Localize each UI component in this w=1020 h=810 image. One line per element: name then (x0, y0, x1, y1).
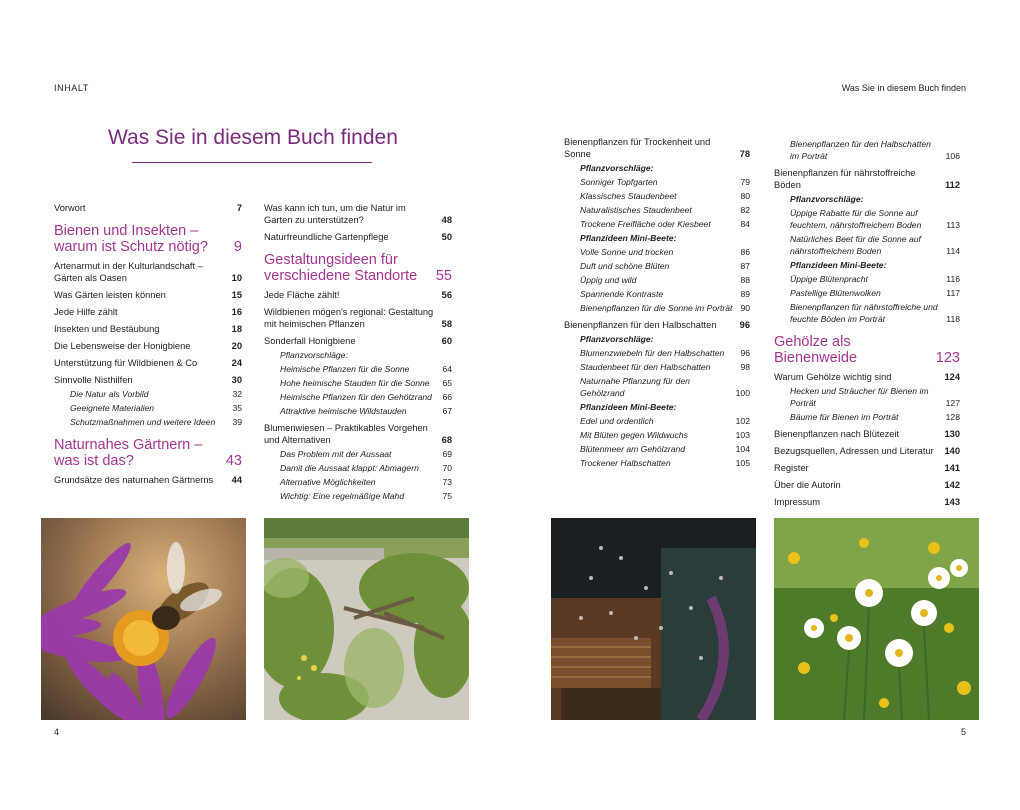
toc-chapter-heading (54, 223, 242, 255)
toc-entry (54, 474, 242, 486)
toc-entry (774, 496, 960, 508)
toc-subentry (264, 490, 452, 502)
toc-subentry (564, 218, 750, 230)
toc-page-number: 100 (735, 388, 750, 398)
toc-page-number: 48 (441, 215, 452, 225)
toc-entry-title: Schutzmaßnahmen und weitere Ideen (70, 417, 216, 427)
toc-page-number: 116 (946, 274, 960, 284)
toc-subheading (564, 401, 750, 413)
toc-page-number: 124 (944, 372, 960, 382)
toc-entry-title: Pflanzvorschläge: (580, 163, 654, 173)
toc-subentry (774, 233, 960, 257)
running-header-right: Was Sie in diesem Buch finden (841, 83, 966, 93)
toc-entry-title: Üppig und wild (580, 275, 637, 285)
toc-column-2 (264, 202, 452, 502)
toc-subentry (564, 246, 750, 258)
toc-page-number: 55 (435, 268, 452, 284)
toc-subentry (564, 204, 750, 216)
toc-entry-title: Bäume für Bienen im Porträt (790, 412, 899, 422)
page-title: Was Sie in diesem Buch finden (108, 126, 398, 149)
toc-page-number: 88 (740, 275, 750, 285)
toc-entry-title: Bienenpflanzen nach Blütezeit (774, 429, 900, 439)
toc-subentry (564, 288, 750, 300)
toc-entry-title: Natürliches Beet für die Sonne auf nährstoffreichem Boden (790, 234, 921, 256)
toc-entry-title: Naturnahe Pflanzung für den Gehölzrand (580, 376, 690, 398)
toc-page-number: 7 (236, 203, 242, 213)
toc-entry-title: Das Problem mit der Aussaat (280, 449, 392, 459)
toc-subentry (564, 429, 750, 441)
toc-page-number: 87 (740, 261, 750, 271)
toc-entry-title: Wichtig: Eine regelmäßige Mahd (280, 491, 405, 501)
toc-page-number: 86 (740, 247, 750, 257)
toc-entry-title: Mit Blüten gegen Wildwuchs (580, 430, 688, 440)
toc-entry-title: Sinnvolle Nisthilfen (54, 375, 133, 385)
toc-page-number: 68 (441, 435, 452, 445)
toc-page-number: 96 (739, 320, 750, 330)
toc-subentry (264, 391, 452, 403)
toc-subentry (564, 443, 750, 455)
toc-entry-title: Sonniger Topfgarten (580, 177, 658, 187)
toc-entry-title: Pflanzideen Mini-Beete: (580, 233, 677, 243)
toc-subheading (774, 259, 960, 271)
toc-entry-title: Bienenpflanzen für nährstoffreiche und feuchte Böden im Porträt (790, 302, 938, 324)
toc-entry-title: Die Natur als Vorbild (70, 389, 149, 399)
toc-subentry (564, 347, 750, 359)
toc-entry-title: Staudenbeet für den Halbschatten (580, 362, 711, 372)
folio-right: 5 (961, 727, 967, 737)
toc-entry-title: Pflanzideen Mini-Beete: (790, 260, 887, 270)
toc-page-number: 67 (442, 406, 452, 416)
toc-subentry (564, 176, 750, 188)
toc-subentry (774, 287, 960, 299)
toc-entry (264, 335, 452, 347)
toc-page-number: 103 (735, 430, 750, 440)
toc-entry (54, 289, 242, 301)
toc-subentry (564, 457, 750, 469)
toc-entry-title: Unterstützung für Wildbienen & Co (54, 358, 198, 368)
toc-page-number: 84 (740, 219, 750, 229)
toc-subentry (774, 207, 960, 231)
toc-entry-title: Jede Hilfe zählt (54, 307, 118, 317)
toc-page-number: 75 (442, 491, 452, 501)
toc-entry-title: Heimische Pflanzen für den Gehölzrand (280, 392, 432, 402)
toc-entry-title: Gestaltungsideen für verschiedene Standorte (264, 252, 418, 284)
toc-entry-title: Die Lebensweise der Honigbiene (54, 341, 191, 351)
toc-page-number: 143 (944, 497, 960, 507)
toc-page-number: 102 (735, 416, 750, 426)
toc-page-number: 113 (946, 220, 960, 230)
toc-subentry (264, 363, 452, 375)
bee-on-aster-photo (41, 518, 246, 720)
toc-entry (264, 306, 452, 330)
toc-entry (54, 306, 242, 318)
toc-entry-title: Naturnahes Gärtnern – was ist das? (54, 437, 203, 469)
toc-entry-title: Impressum (774, 497, 820, 507)
toc-page-number: 66 (442, 392, 452, 402)
toc-page-number: 78 (739, 149, 750, 159)
toc-entry-title: Pastellige Blütenwolken (790, 288, 881, 298)
toc-page-number: 24 (231, 358, 242, 368)
toc-page-number: 39 (232, 417, 242, 427)
toc-entry-title: Warum Gehölze wichtig sind (774, 372, 892, 382)
toc-subentry (264, 448, 452, 460)
toc-entry-title: Gehölze als Bienenweide (774, 334, 858, 366)
toc-subentry (264, 462, 452, 474)
toc-entry-title: Register (774, 463, 809, 473)
toc-page-number: 128 (945, 412, 960, 422)
toc-entry-title: Bienenpflanzen für den Halbschatten (564, 320, 717, 330)
toc-entry-title: Blumenwiesen – Praktikables Vorgehen und Alternativen (264, 423, 428, 445)
toc-page-number: 118 (946, 314, 960, 324)
toc-entry-title: Grundsätze des naturnahen Gärtnerns (54, 475, 214, 485)
beehive-photo (551, 518, 756, 720)
toc-entry (54, 260, 242, 284)
toc-entry-title: Bienenpflanzen für nährstoffreiche Böden (774, 168, 916, 190)
toc-page-number: 96 (740, 348, 750, 358)
toc-entry-title: Blütenmeer am Gehölzrand (580, 444, 686, 454)
toc-entry-title: Insekten und Bestäubung (54, 324, 160, 334)
toc-page-number: 79 (740, 177, 750, 187)
toc-entry (54, 202, 242, 214)
toc-entry (54, 374, 242, 386)
toc-entry-title: Volle Sonne und trocken (580, 247, 674, 257)
gravel-garden-photo (264, 518, 469, 720)
toc-entry-title: Bienen und Insekten – warum ist Schutz nötig? (54, 223, 208, 255)
toc-subheading (564, 333, 750, 345)
toc-page-number: 58 (441, 319, 452, 329)
folio-left: 4 (54, 727, 60, 737)
toc-column-3 (564, 136, 750, 469)
toc-subentry (54, 402, 242, 414)
toc-entry-title: Pflanzvorschläge: (580, 334, 654, 344)
toc-entry-title: Bienenpflanzen für den Halbschatten im Porträt (790, 139, 931, 161)
toc-page-number: 114 (946, 246, 960, 256)
toc-entry-title: Was Gärten leisten können (54, 290, 166, 300)
toc-chapter-heading (264, 252, 452, 284)
toc-entry (54, 340, 242, 352)
toc-entry-title: Bienenpflanzen für die Sonne im Porträt (580, 303, 733, 313)
toc-subentry (564, 302, 750, 314)
toc-entry-title: Pflanzvorschläge: (280, 350, 348, 360)
toc-subentry (54, 416, 242, 428)
toc-subentry (564, 190, 750, 202)
toc-page-number: 50 (441, 232, 452, 242)
toc-entry-title: Wildbienen mögen's regional: Gestaltung mit heimischen Pflanzen (264, 307, 434, 329)
toc-page-number: 20 (231, 341, 242, 351)
toc-page-number: 9 (233, 239, 242, 255)
toc-entry-title: Über die Autorin (774, 480, 841, 490)
title-underline (132, 162, 372, 163)
toc-page-number: 30 (231, 375, 242, 385)
toc-page-number: 141 (944, 463, 960, 473)
toc-entry-title: Klassisches Staudenbeet (580, 191, 677, 201)
toc-entry-title: Üppige Blütenpracht (790, 274, 868, 284)
toc-subentry (264, 405, 452, 417)
toc-subentry (564, 361, 750, 373)
toc-page-number: 64 (442, 364, 452, 374)
toc-page-number: 130 (944, 429, 960, 439)
toc-entry-title: Jede Fläche zählt! (264, 290, 340, 300)
toc-page-number: 123 (935, 350, 960, 366)
toc-entry-title: Hecken und Sträucher für Bienen im Porträt (790, 386, 929, 408)
toc-entry-title: Geeignete Materialien (70, 403, 155, 413)
toc-page-number: 15 (231, 290, 242, 300)
toc-entry (774, 428, 960, 440)
toc-page-number: 82 (740, 205, 750, 215)
toc-column-1 (54, 202, 242, 486)
toc-page-number: 105 (735, 458, 750, 468)
toc-page-number: 56 (441, 290, 452, 300)
toc-page-number: 60 (441, 336, 452, 346)
toc-entry-title: Sonderfall Honigbiene (264, 336, 356, 346)
toc-entry (774, 167, 960, 191)
toc-subheading (774, 193, 960, 205)
toc-chapter-heading (54, 437, 242, 469)
toc-entry-title: Pflanzideen Mini-Beete: (580, 402, 677, 412)
toc-entry-title: Naturalistisches Staudenbeet (580, 205, 692, 215)
toc-entry-title: Artenarmut in der Kulturlandschaft – Gärten als Oasen (54, 261, 203, 283)
toc-entry (54, 323, 242, 335)
toc-page-number: 112 (945, 180, 960, 190)
toc-entry-title: Üppige Rabatte für die Sonne auf feuchtem, nährstoffreichem Boden (790, 208, 922, 230)
toc-entry (264, 289, 452, 301)
toc-page-number: 98 (740, 362, 750, 372)
toc-page-number: 65 (442, 378, 452, 388)
toc-page-number: 80 (740, 191, 750, 201)
toc-entry-title: Spannende Kontraste (580, 289, 664, 299)
toc-entry (774, 479, 960, 491)
toc-subentry (774, 273, 960, 285)
toc-page-number: 69 (442, 449, 452, 459)
toc-entry (264, 202, 452, 226)
toc-column-4 (774, 136, 960, 508)
toc-entry-title: Attraktive heimische Wildstauden (280, 406, 407, 416)
toc-entry-title: Trockene Freifläche oder Kiesbeet (580, 219, 711, 229)
daisy-meadow-photo (774, 518, 979, 720)
toc-page-number: 35 (232, 403, 242, 413)
toc-page-number: 43 (225, 453, 242, 469)
toc-subentry (774, 385, 960, 409)
toc-page-number: 44 (231, 475, 242, 485)
toc-entry-title: Heimische Pflanzen für die Sonne (280, 364, 410, 374)
toc-entry (774, 462, 960, 474)
toc-page-number: 10 (231, 273, 242, 283)
toc-subentry (774, 301, 960, 325)
toc-subentry (264, 377, 452, 389)
toc-subheading (564, 232, 750, 244)
toc-entry (264, 422, 452, 446)
toc-subheading (564, 162, 750, 174)
toc-subentry (564, 415, 750, 427)
toc-entry-title: Blumenzwiebeln für den Halbschatten (580, 348, 725, 358)
toc-subentry (564, 260, 750, 272)
toc-page-number: 89 (740, 289, 750, 299)
running-header-left: INHALT (54, 83, 89, 93)
toc-page-number: 90 (740, 303, 750, 313)
toc-subentry (264, 349, 452, 361)
toc-entry-title: Alternative Möglichkeiten (280, 477, 376, 487)
toc-page-number: 32 (232, 389, 242, 399)
toc-page-number: 140 (944, 446, 960, 456)
toc-page-number: 142 (944, 480, 960, 490)
toc-entry-title: Trockener Halbschatten (580, 458, 671, 468)
toc-page-number: 104 (735, 444, 750, 454)
toc-entry-title: Bienenpflanzen für Trockenheit und Sonne (564, 137, 711, 159)
toc-entry-title: Hohe heimische Stauden für die Sonne (280, 378, 430, 388)
toc-entry-title: Vorwort (54, 203, 86, 213)
toc-entry (54, 357, 242, 369)
toc-page-number: 73 (442, 477, 452, 487)
toc-entry-title: Naturfreundliche Gartenpflege (264, 232, 389, 242)
toc-subentry (774, 138, 960, 162)
toc-page-number: 127 (945, 398, 960, 408)
toc-subentry (774, 411, 960, 423)
toc-page-number: 117 (946, 288, 960, 298)
toc-entry-title: Damit die Aussaat klappt: Abmagern (280, 463, 419, 473)
toc-subentry (564, 274, 750, 286)
toc-chapter-heading (774, 334, 960, 366)
toc-entry (774, 445, 960, 457)
toc-entry-title: Pflanzvorschläge: (790, 194, 864, 204)
toc-subentry (54, 388, 242, 400)
toc-page-number: 106 (945, 151, 960, 161)
toc-entry-title: Edel und ordentlich (580, 416, 654, 426)
toc-entry (564, 136, 750, 160)
toc-entry-title: Duft und schöne Blüten (580, 261, 670, 271)
toc-entry (264, 231, 452, 243)
toc-subentry (564, 375, 750, 399)
toc-page-number: 18 (231, 324, 242, 334)
toc-page-number: 16 (231, 307, 242, 317)
toc-subentry (264, 476, 452, 488)
toc-entry (774, 371, 960, 383)
toc-entry-title: Bezugsquellen, Adressen und Literatur (774, 446, 934, 456)
toc-entry-title: Was kann ich tun, um die Natur im Garten zu unterstützen? (264, 203, 406, 225)
toc-entry (564, 319, 750, 331)
toc-page-number: 70 (442, 463, 452, 473)
